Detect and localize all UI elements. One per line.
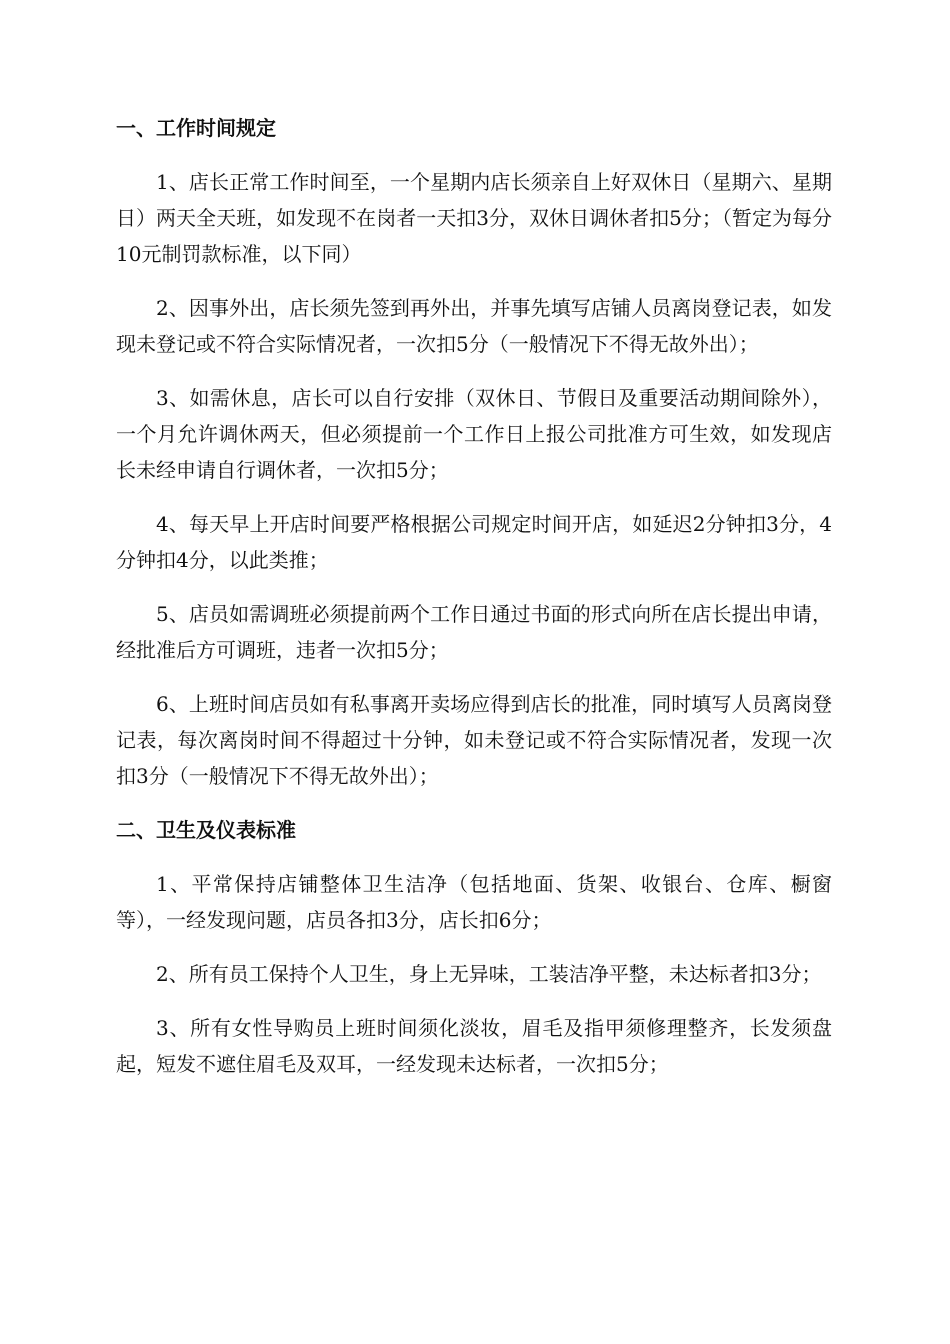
rule-paragraph: 1、店长正常工作时间至，一个星期内店长须亲自上好双休日（星期六、星期日）两天全天班，如发现不在岗者一天扣3分，双休日调休者扣5分；（暂定为每分10元制罚款标准，以下同） (116, 170, 832, 266)
rule-paragraph: 1、平常保持店铺整体卫生洁净（包括地面、货架、收银台、仓库、橱窗等），一经发现问题，店员各扣3分，店长扣6分； (116, 872, 832, 932)
section-heading-work-time: 一、工作时间规定 (116, 116, 276, 140)
rule-paragraph: 2、因事外出，店长须先签到再外出，并事先填写店铺人员离岗登记表，如发现未登记或不符合实际情况者，一次扣5分（一般情况下不得无故外出）； (116, 296, 832, 356)
rule-paragraph: 3、如需休息，店长可以自行安排（双休日、节假日及重要活动期间除外），一个月允许调休两天，但必须提前一个工作日上报公司批准方可生效，如发现店长未经申请自行调休者，一次扣5分； (116, 386, 832, 482)
rule-paragraph: 3、所有女性导购员上班时间须化淡妆，眉毛及指甲须修理整齐，长发须盘起，短发不遮住眉毛及双耳，一经发现未达标者，一次扣5分； (116, 1016, 832, 1076)
rule-paragraph: 6、上班时间店员如有私事离开卖场应得到店长的批准，同时填写人员离岗登记表，每次离岗时间不得超过十分钟，如未登记或不符合实际情况者，发现一次扣3分（一般情况下不得无故外出）； (116, 692, 832, 788)
rule-paragraph: 2、所有员工保持个人卫生，身上无异味，工装洁净平整，未达标者扣3分； (156, 962, 822, 986)
document-page (116, 110, 832, 1082)
rule-paragraph: 5、店员如需调班必须提前两个工作日通过书面的形式向所在店长提出申请，经批准后方可调班，违者一次扣5分； (116, 602, 832, 662)
rule-paragraph: 4、每天早上开店时间要严格根据公司规定时间开店，如延迟2分钟扣3分，4分钟扣4分，以此类推； (116, 512, 832, 572)
section-heading-hygiene: 二、卫生及仪表标准 (116, 818, 296, 842)
